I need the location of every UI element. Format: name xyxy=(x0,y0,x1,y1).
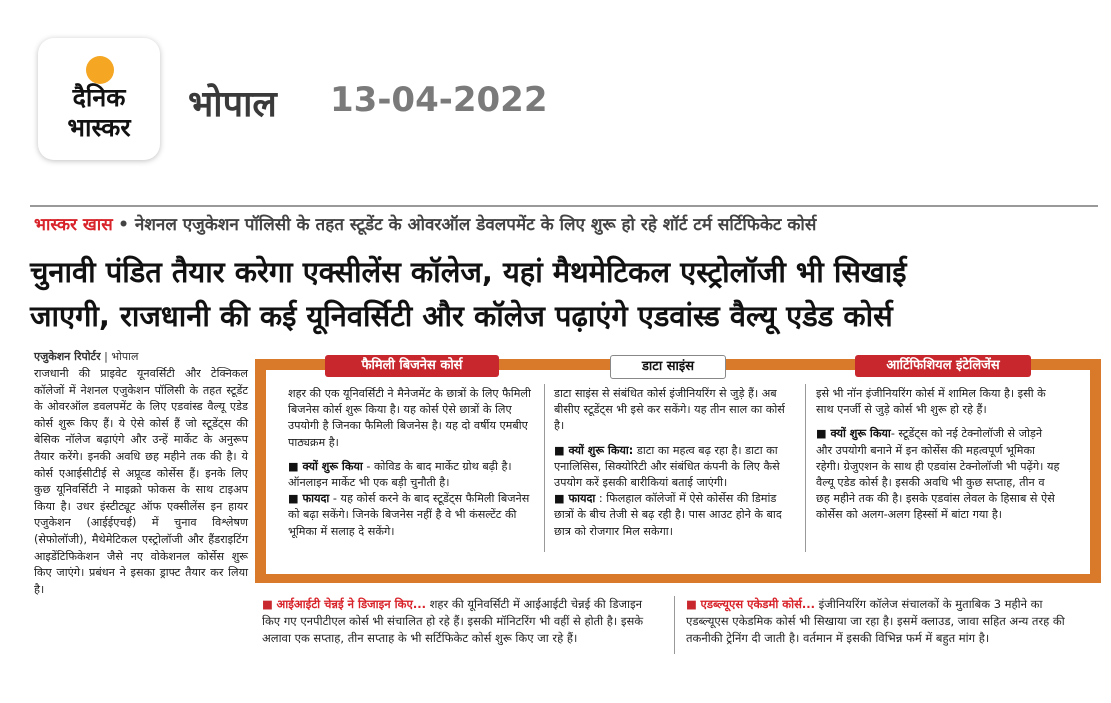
byline-city: भोपाल xyxy=(111,350,139,363)
kicker-label: भास्कर खास xyxy=(34,215,113,235)
brief-iit-chennai xyxy=(262,596,662,647)
brief-lead: एडब्ल्यूएस एकेडमी कोर्स... xyxy=(700,597,815,611)
brief-divider xyxy=(674,596,675,654)
column-benefit: ■ फायदा : फिलहाल कॉलेजों में ऐसे कोर्सेस की डिमांड छात्रों के बीच तेजी से बढ़ रही है। पास आउट होने के बाद छात्र को रोजगार मिल सकेगा। xyxy=(554,492,782,538)
column-artificial-intelligence xyxy=(816,386,1060,524)
column-why: ■ क्यों शुरू किया- स्टूडेंट्स को नई टेक्नोलॉजी से जोड़ने और उपयोगी बनाने में इन कोर्सेस की महत्वपूर्ण भूमिका रहेगी। ग्रेजुएशन के साथ ही एडवांस टेक्नोलॉजी भी पढ़ेंगे। यह वैल्यू एडेड कोर्स है। इसकी अवधि भी कुछ सप्ताह, तीन व छह महीने तक की है। इसके एडवांस लेवल के हिसाब से ऐसे कोर्सेस को अलग-अलग हिस्सों में बांटा गया है। xyxy=(816,427,1060,522)
bullet-icon: ■ xyxy=(262,597,273,611)
bullet-icon: ■ xyxy=(686,597,697,611)
intro-paragraph: राजधानी की प्राइवेट यूनवर्सिटी और टेक्निकल कॉलेजों में नेशनल एजुकेशन पॉलिसी के तहत स्टूडेंट के ओवरऑल डवलपमेंट के लिए एडवांस्ड वैल्यू एडेड कोर्स शुरू किए हैं। ये ऐसे कोर्स हैं जो स्टूडेंट्स की बेसिक नॉलेज बढ़ाएंगे और उन्हें मार्केट के अनुरूप तैयार करेंगे। इनकी अवधि छह महीने तक की है। ये कोर्स एआईसीटीई से अप्रूव्ड कोर्सेस हैं। इनके लिए कुछ यूनिवर्सिटी ने माइक्रो फोकस के साथ टाइअप किया है। उधर इंस्टीट्यूट ऑफ एक्सीलेंस इन हायर एजुकेशन (आईईएचई) में चुनाव विश्लेषण (सेफोलॉजी), मैथेमेटिकल एस्ट्रोलॉजी और हैंडराइटिंग आइडेंटिफिकेशन जैसे नए वोकेशनल कोर्सेस शुरू किए जाएंगे। प्रबंधन ने इसका ड्राफ्ट तैयार कर लिया है। xyxy=(34,367,248,596)
headline xyxy=(30,250,1110,338)
column-intro: शहर की एक यूनिवर्सिटी ने मैनेजमेंट के छात्रों के लिए फैमिली बिजनेस कोर्स शुरू किया है। यह कोर्स ऐसे छात्रों के लिए उपयोगी है जिनका फैमिली बिजनेस है। यह दो वर्षीय एमबीए पाठ्यक्रम है। xyxy=(288,387,531,449)
byline: एजुकेशन रिपोर्टर | भोपाल xyxy=(34,350,139,363)
column-intro: इसे भी नॉन इंजीनियरिंग कोर्स में शामिल किया है। इसी के साथ एनर्जी से जुड़े कोर्स भी शुरू हो रहे हैं। xyxy=(816,387,1046,417)
logo-text-line1: दैनिक xyxy=(72,83,126,112)
column-divider xyxy=(805,384,806,552)
headline-line-2: जाएगी, राजधानी की कई यूनिवर्सिटी और कॉलेज पढ़ाएंगे एडवांस्ड वैल्यू एडेड कोर्स xyxy=(30,299,893,333)
sun-icon xyxy=(86,56,114,84)
column-divider xyxy=(544,384,545,552)
dainik-bhaskar-logo[interactable] xyxy=(38,38,160,160)
app-header xyxy=(0,0,1111,190)
tab-family-business: फैमिली बिजनेस कोर्स xyxy=(325,355,499,377)
byline-name: एजुकेशन रिपोर्टर xyxy=(34,350,101,363)
column-data-science xyxy=(554,386,796,540)
headline-line-1: चुनावी पंडित तैयार करेगा एक्सीलेंस कॉलेज, यहां मैथमेटिकल एस्ट्रोलॉजी भी सिखाई xyxy=(30,255,907,289)
brief-text: इंजीनियरिंग कॉलेज संचालकों के मुताबिक 3 महीने का एडब्ल्यूएस एकेडमिक कोर्स भी सिखाया जा रहा है। इसमें क्लाउड, जावा सहित अन्य तरह की तकनीकी ट्रेनिंग दी जाती है। वर्तमान में इसकी विभिन्न फर्म में बहुत मांग है। xyxy=(686,597,1065,645)
tab-artificial-intelligence: आर्टिफिशियल इंटेलिजेंस xyxy=(855,355,1031,377)
logo-text-line2: भास्कर xyxy=(67,113,131,142)
column-family-business xyxy=(288,386,534,540)
brief-text: शहर की यूनिवर्सिटी में आईआईटी चेन्नई की डिजाइन किए गए एनपीटीएल कोर्स भी संचालित हो रहे हैं। इसकी मॉनिटरिंग भी वहीं से होती है। इसके अलावा एक सप्ताह, तीन सप्ताह के भी सर्टिफिकेट कोर्स शुरू किए जा रहे हैं। xyxy=(262,597,644,645)
kicker-text: • नेशनल एजुकेशन पॉलिसी के तहत स्टूडेंट के ओवरऑल डेवलपमेंट के लिए शुरू हो रहे शॉर्ट टर्म सर्टिफिकेट कोर्स xyxy=(118,215,817,235)
brief-aws-academy xyxy=(686,596,1084,647)
column-why: ■ क्यों शुरू किया - कोविड के बाद मार्केट ग्रोथ बढ़ी है। ऑनलाइन मार्केट भी एक बड़ी चुनौती है। xyxy=(288,459,512,490)
kicker xyxy=(34,212,1102,238)
brief-lead: आईआईटी चेन्नई ने डिजाइन किए... xyxy=(276,597,426,611)
tab-data-science: डाटा साइंस xyxy=(610,355,726,379)
column-benefit: ■ फायदा - यह कोर्स करने के बाद स्टूडेंट्स फैमिली बिजनेस को बढ़ा सकेंगे। जिनके बिजनेस नहीं है वे भी कंसल्टेंट की भूमिका में सलाह दे सकेंगे। xyxy=(288,492,530,538)
edition-city: भोपाल xyxy=(188,84,277,125)
edition-date: 13-04-2022 xyxy=(330,80,548,120)
column-why: ■ क्यों शुरू किया: डाटा का महत्व बढ़ रहा है। डाटा का एनालिसिस, सिक्योरिटी और संबंधित कंपनी के लिए कैसे उपयोग करें इसकी बारीकियां बताई जाएंगी। xyxy=(554,443,780,490)
column-intro: डाटा साइंस से संबंधित कोर्स इंजीनियरिंग से जुड़े हैं। अब बीसीए स्टूडेंट्स भी इसे कर सकेंगे। यह तीन साल का कोर्स है। xyxy=(554,387,785,433)
top-divider xyxy=(30,205,1098,207)
